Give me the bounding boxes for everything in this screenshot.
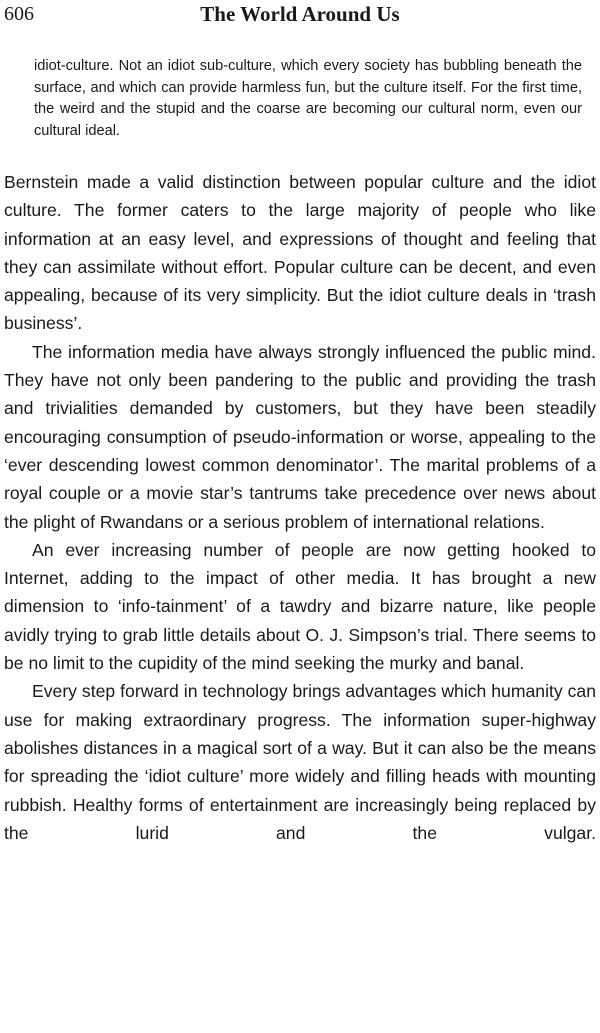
- paragraph: An ever increasing number of people are now getting hooked to Internet, adding to the impact of other media. It has brought a new dimension to ‘info-tainment’ of a tawdry and bizarre nature, like people avidly trying to grab little details about O. J. Simpson’s trial. There seems to be no limit to the cupidity of the mind seeking the murky and banal.: [4, 539, 596, 674]
- paragraph: Every step forward in technology brings advantages which humanity can use for making extraordinary progress. The information super-highway abolishes distances in a magical sort of a way. But it can also be the means for spreading the ‘idiot culture’ more widely and filling heads with mounting rubbish. Healthy forms of entertainment are increasingly being replaced by the lurid and the vulgar.: [4, 681, 596, 843]
- page-header: [0, 0, 600, 30]
- page-number: 606: [4, 3, 34, 25]
- body-text: [4, 168, 596, 847]
- running-title: The World Around Us: [200, 2, 400, 26]
- paragraph: Bernstein made a valid distinction between popular culture and the idiot culture. The former caters to the large majority of people who like information at an easy level, and expressions of thought and feeling that they can assimilate without effort. Popular culture can be decent, and even appealing, because of its very simplicity. But the idiot culture deals in ‘trash business’.: [4, 172, 596, 334]
- paragraph: The information media have always strongly influenced the public mind. They have not only been pandering to the public and providing the trash and trivialities demanded by customers, but they have been steadily encouraging consumption of pseudo-information or worse, appealing to the ‘ever descending lowest common denominator’. The marital problems of a royal couple or a movie star’s tantrums take precedence over news about the plight of Rwandans or a serious problem of international relations.: [4, 341, 596, 532]
- block-quote: idiot-culture. Not an idiot sub-culture, which every society has bubbling beneath the surface, and which can provide harmless fun, but the culture itself. For the first time, the weird and the stupid and the coarse are becoming our cultural norm, even our cultural ideal.: [34, 58, 582, 139]
